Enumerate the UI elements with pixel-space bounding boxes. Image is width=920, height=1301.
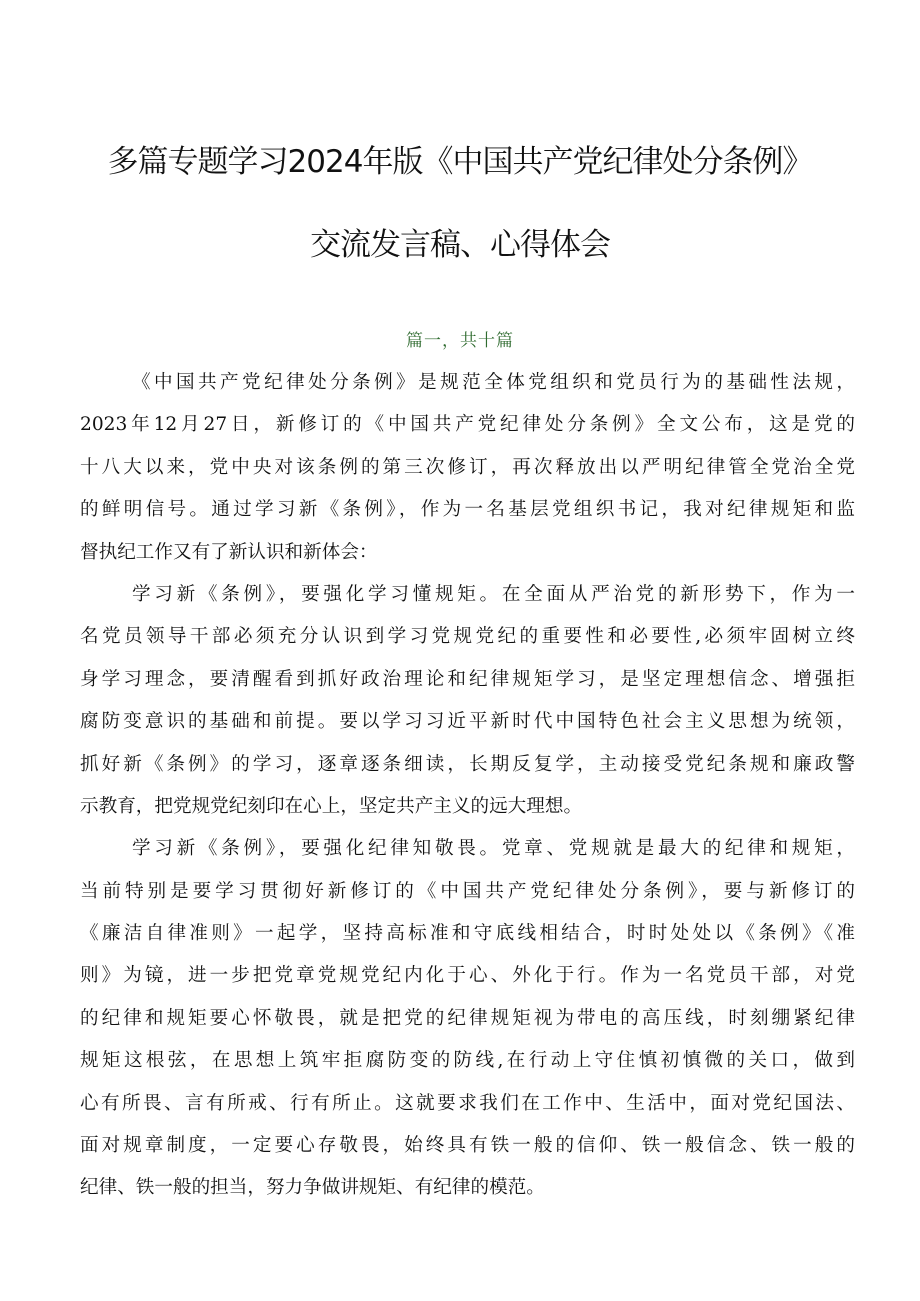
paragraph-line: 的鲜明信号。通过学习新《条例》，作为一名基层党组织书记，我对纪律规矩和监: [80, 499, 855, 521]
paragraph-line: 名党员领导干部必须充分认识到学习党规党纪的重要性和必要性,必须牢固树立终: [80, 626, 855, 648]
paragraph-line: 抓好新《条例》的学习，逐章逐条细读，长期反复学，主动接受党纪条规和廉政警: [80, 753, 855, 775]
document-body: [80, 362, 855, 1210]
paragraph-line: 则》为镜，进一步把党章党规党纪内化于心、外化于行。作为一名党员干部，对党: [80, 965, 855, 987]
paragraph-line: 《廉洁自律准则》一起学，坚持高标准和守底线相结合，时时处处以《条例》《准: [80, 923, 855, 945]
paragraph-line: 督执纪工作又有了新认识和新体会：: [80, 541, 378, 563]
paragraph-line: 的纪律和规矩要心怀敬畏，就是把党的纪律规矩视为带电的高压线，时刻绷紧纪律: [80, 1007, 855, 1029]
paragraph-line: 纪律、铁一般的担当，努力争做讲规矩、有纪律的模范。: [80, 1177, 545, 1199]
paragraph-line: 面对规章制度，一定要心存敬畏，始终具有铁一般的信仰、铁一般信念、铁一般的: [80, 1135, 855, 1157]
paragraph-line: 腐防变意识的基础和前提。要以学习习近平新时代中国特色社会主义思想为统领，: [80, 711, 855, 733]
section-subheading: 篇一，共十篇: [406, 331, 514, 351]
paragraph-line: 学习新《条例》，要强化纪律知敬畏。党章、党规就是最大的纪律和规矩，: [132, 838, 855, 860]
paragraph-line: 《中国共产党纪律处分条例》是规范全体党组织和党员行为的基础性法规，: [132, 372, 855, 393]
paragraph-line: 示教育，把党规党纪刻印在心上，坚定共产主义的远大理想。: [80, 795, 583, 817]
document-title-line-1: 多篇专题学习2024年版《中国共产党纪律处分条例》: [107, 144, 813, 180]
paragraph-line: 十八大以来，党中央对该条例的第三次修订，再次释放出以严明纪律管全党治全党: [80, 456, 855, 478]
document-title-line-2: 交流发言稿、心得体会: [310, 227, 610, 263]
paragraph-2: [80, 574, 855, 828]
paragraph-line: 学习新《条例》，要强化学习懂规矩。在全面从严治党的新形势下，作为一: [132, 583, 855, 605]
paragraph-line: 规矩这根弦，在思想上筑牢拒腐防变的防线,在行动上守住慎初慎微的关口，做到: [80, 1050, 855, 1072]
paragraph-line: 心有所畏、言有所戒、行有所止。这就要求我们在工作中、生活中，面对党纪国法、: [80, 1092, 855, 1114]
paragraph-line: 身学习理念，要清醒看到抓好政治理论和纪律规矩学习，是坚定理想信念、增强拒: [80, 668, 855, 690]
paragraph-line: 2023年12月27日，新修订的《中国共产党纪律处分条例》全文公布，这是党的: [80, 414, 855, 436]
paragraph-3: [80, 828, 855, 1210]
paragraph-1: [80, 362, 855, 574]
paragraph-line: 当前特别是要学习贯彻好新修订的《中国共产党纪律处分条例》，要与新修订的: [80, 880, 855, 902]
